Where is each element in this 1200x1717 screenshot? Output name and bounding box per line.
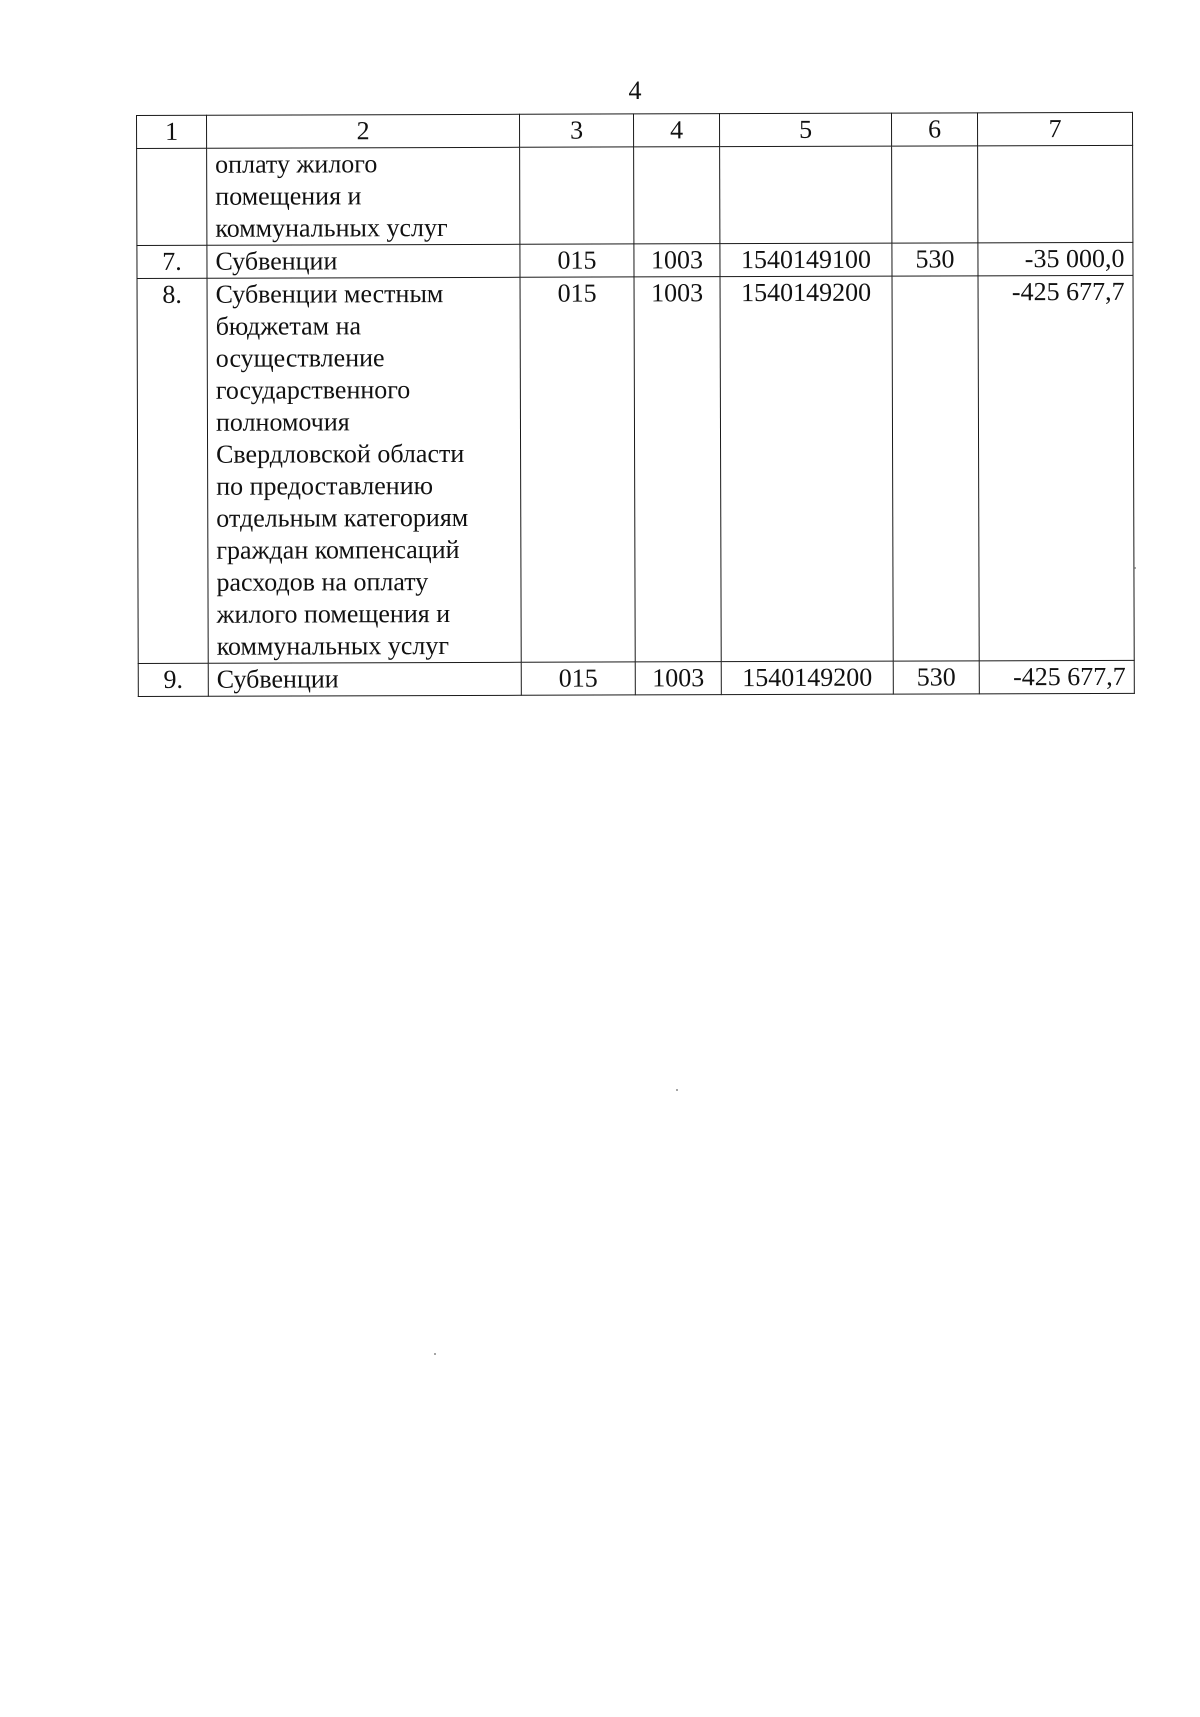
row-expense-type-cell: 530 — [892, 243, 978, 276]
row-amount-cell — [978, 145, 1133, 242]
budget-table — [136, 112, 1135, 697]
column-header-7: 7 — [977, 112, 1132, 145]
row-section-cell: 1003 — [635, 662, 721, 695]
budget-table-container — [136, 115, 1133, 697]
row-section-cell: 1003 — [634, 244, 720, 277]
row-number-cell: 7. — [137, 245, 207, 278]
scan-speck — [676, 1089, 678, 1091]
table-row — [137, 145, 1133, 245]
column-header-3: 3 — [519, 114, 633, 147]
table-row — [137, 242, 1133, 278]
scan-speck — [1134, 567, 1136, 569]
scan-speck — [434, 1353, 436, 1355]
row-number-cell — [137, 148, 207, 245]
row-number-cell: 8. — [137, 278, 208, 663]
row-code-cell: 015 — [520, 277, 635, 662]
row-target-article-cell — [720, 146, 892, 244]
row-target-article-cell: 1540149200 — [720, 276, 893, 662]
row-target-article-cell: 1540149200 — [721, 661, 893, 695]
column-header-2: 2 — [207, 114, 520, 148]
row-description-cell: Субвенции местным бюджетам на осуществление государственного полномочия Свердловской области по предоставлению отдельным категориям граждан компенсаций расходов на оплату жилого помещения и коммунальных услуг — [207, 277, 521, 663]
row-section-cell — [634, 147, 720, 244]
table-row — [137, 275, 1134, 663]
table-row — [138, 660, 1134, 696]
row-target-article-cell: 1540149100 — [720, 243, 892, 277]
row-amount-cell: -425 677,7 — [979, 660, 1134, 693]
row-expense-type-cell: 530 — [893, 661, 979, 694]
row-code-cell: 015 — [521, 662, 635, 695]
row-expense-type-cell — [892, 276, 979, 661]
row-code-cell: 015 — [520, 244, 634, 277]
row-description-cell: Субвенции — [208, 662, 521, 696]
table-header-row — [137, 112, 1133, 148]
column-header-1: 1 — [137, 115, 207, 148]
row-description-cell: оплату жилого помещения и коммунальных услуг — [207, 147, 520, 245]
row-amount-cell: -425 677,7 — [978, 275, 1134, 660]
row-description-cell: Субвенции — [207, 244, 520, 278]
row-code-cell — [520, 147, 634, 244]
column-header-5: 5 — [719, 113, 891, 147]
row-expense-type-cell — [892, 146, 978, 243]
column-header-4: 4 — [633, 114, 719, 147]
column-header-6: 6 — [891, 113, 977, 146]
row-number-cell: 9. — [138, 663, 208, 696]
row-section-cell: 1003 — [634, 277, 721, 662]
page-number: 4 — [628, 76, 642, 105]
row-amount-cell: -35 000,0 — [978, 242, 1133, 275]
